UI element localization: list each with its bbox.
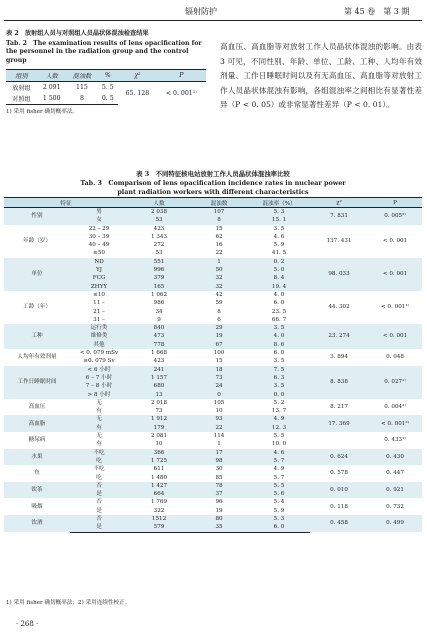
opacity-count-cell: 1 [190, 258, 248, 266]
chi2-cell: 17. 369 [310, 415, 368, 432]
table-row [4, 515, 422, 523]
count-cell: 423 [128, 357, 190, 365]
feature-group-label: 高血压 [4, 399, 70, 416]
chi2-cell: 137. 431 [310, 225, 368, 258]
rate-cell: 5. 6 [248, 490, 310, 498]
feature-subgroup: 21 – [70, 308, 128, 316]
rate-cell: 3. 5 [248, 357, 310, 365]
rate-cell: 0. 0 [248, 391, 310, 399]
opacity-count-cell: 16 [190, 241, 248, 249]
table-row [4, 258, 422, 266]
table3-wrapper [4, 197, 422, 533]
table-row [4, 324, 422, 332]
opacity-count-cell: 22 [190, 424, 248, 432]
feature-subgroup: 有 [70, 424, 128, 432]
rate-cell: 5. 5 [248, 482, 310, 490]
feature-subgroup: 6 – 7 小时 [70, 374, 128, 382]
count-cell: 611 [128, 465, 190, 473]
journal-name: 辐射防护 [185, 7, 217, 16]
feature-subgroup: YJ [70, 266, 128, 274]
opacity-count-cell: 15 [190, 357, 248, 365]
feature-subgroup: ≥0. 079 Sv [70, 357, 128, 365]
feature-subgroup: ZHYY [70, 283, 128, 291]
opacity-count-cell: 105 [190, 399, 248, 407]
opacity-count-cell: 0 [190, 391, 248, 399]
feature-subgroup: 无 [70, 432, 128, 440]
count-cell: 1512 [128, 515, 190, 523]
table3-title-en-2: plant radiation workers with different characteristics [117, 188, 309, 196]
table-row [4, 415, 422, 423]
p-value-cell: 0. 447 [368, 465, 422, 482]
feature-subgroup: < 0. 079 mSv [70, 349, 128, 357]
table-row [4, 225, 422, 233]
rate-cell: 4. 6 [248, 233, 310, 241]
count-cell: 423 [128, 225, 190, 233]
table3-col-count: 人数 [128, 198, 190, 208]
opacity-count-cell: 19 [190, 507, 248, 515]
p-value-cell: 0. 921 [368, 482, 422, 499]
opacity-count-cell: 50 [190, 266, 248, 274]
count-cell: 1 157 [128, 374, 190, 382]
chi2-cell: 0. 118 [310, 498, 368, 515]
table3-col-p: P [368, 198, 422, 208]
opacity-count-cell: 32 [190, 283, 248, 291]
opacity-count-cell: 59 [190, 299, 248, 307]
count-cell: 379 [128, 274, 190, 282]
table-row [4, 291, 422, 299]
table-row [6, 82, 206, 94]
rate-cell: 5. 9 [248, 241, 310, 249]
table-row [4, 482, 422, 490]
rate-cell: 8. 6 [248, 341, 310, 349]
table-row [4, 208, 422, 217]
opacity-count-cell: 42 [190, 291, 248, 299]
opacity-count-cell: 19 [190, 332, 248, 340]
rate-cell: 0. 2 [248, 258, 310, 266]
feature-subgroup: ND [70, 258, 128, 266]
feature-subgroup: > 8 小时 [70, 391, 128, 399]
count-cell: 366 [128, 449, 190, 457]
count-cell: 680 [128, 382, 190, 390]
opacity-count-cell: 32 [190, 274, 248, 282]
p-value-cell: 0. 499 [368, 515, 422, 532]
p-value-cell: < 0. 001 [368, 225, 422, 258]
issue-label: 第 45 卷 第 3 期 [344, 7, 410, 16]
opacity-count-cell: 107 [190, 208, 248, 217]
opacity-count-cell: 73 [190, 374, 248, 382]
count-cell: 986 [128, 299, 190, 307]
feature-group-label: 高血脂 [4, 415, 70, 432]
p-value-cell: < 0. 001 [368, 324, 422, 349]
opacity-count-cell: 37 [190, 490, 248, 498]
opacity-count-cell: 29 [190, 324, 248, 332]
rate-cell: 15. 1 [248, 216, 310, 224]
table2-cell: 8 [67, 93, 98, 105]
table-row [4, 366, 422, 374]
count-cell: 13 [128, 391, 190, 399]
count-cell: 1 668 [128, 349, 190, 357]
p-value-cell: 0. 433¹⁾ [368, 432, 422, 449]
count-cell: 473 [128, 332, 190, 340]
feature-group-label: 工龄（年） [4, 291, 70, 324]
rate-cell: 6. 3 [248, 374, 310, 382]
feature-group-label: 吸烟 [4, 498, 70, 515]
rate-cell: 4. 6 [248, 449, 310, 457]
opacity-count-cell: 98 [190, 457, 248, 465]
feature-subgroup: 7 – 8 小时 [70, 382, 128, 390]
rate-cell: 4. 9 [248, 465, 310, 473]
chi2-cell: 23. 274 [310, 324, 368, 349]
feature-subgroup: 31 – [70, 316, 128, 324]
feature-subgroup: 运行类 [70, 324, 128, 332]
rate-cell: 4. 0 [248, 332, 310, 340]
feature-subgroup: 无 [70, 399, 128, 407]
opacity-count-cell: 93 [190, 415, 248, 423]
count-cell: 53 [128, 216, 190, 224]
table2-cell: 2 091 [42, 84, 61, 92]
rate-cell: 3. 5 [248, 382, 310, 390]
table-row [4, 399, 422, 407]
feature-subgroup: 22 – 29 [70, 225, 128, 233]
feature-group-label: 性别 [4, 208, 70, 225]
count-cell: 996 [128, 266, 190, 274]
feature-subgroup: ≤10 [70, 291, 128, 299]
opacity-count-cell: 35 [190, 523, 248, 532]
feature-group-label: 年龄（岁） [4, 225, 70, 258]
table2-note: 1) 采用 fisher 确切概率法。 [6, 109, 79, 116]
rate-cell: 5. 7 [248, 474, 310, 482]
opacity-count-cell: 18 [190, 366, 248, 374]
count-cell: 840 [128, 324, 190, 332]
table2-col-group: 组别 [6, 70, 37, 82]
table2-col-p: P [157, 70, 206, 82]
count-cell: 551 [128, 258, 190, 266]
feature-subgroup: 30 – 39 [70, 233, 128, 241]
feature-group-label: 工作日睡眠时间 [4, 366, 70, 399]
rate-cell: 6. 0 [248, 523, 310, 532]
count-cell: 165 [128, 283, 190, 291]
chi2-cell: 0. 458 [310, 515, 368, 532]
opacity-count-cell: 114 [190, 432, 248, 440]
table-row [4, 432, 422, 440]
table3-col-rate: 混浊率（%） [248, 198, 310, 208]
feature-subgroup: 是 [70, 507, 128, 515]
count-cell: 9 [128, 316, 190, 324]
table2-col-count: 人数 [37, 70, 67, 82]
opacity-count-cell: 17 [190, 449, 248, 457]
rate-cell: 10. 0 [248, 440, 310, 448]
feature-subgroup: 11 – [70, 299, 128, 307]
p-value-cell: < 0. 001 [368, 258, 422, 291]
feature-subgroup: 否 [70, 498, 128, 506]
rate-cell: 5. 7 [248, 457, 310, 465]
count-cell: 272 [128, 241, 190, 249]
count-cell: 1 769 [128, 498, 190, 506]
rate-cell: 4. 9 [248, 415, 310, 423]
opacity-count-cell: 30 [190, 465, 248, 473]
feature-subgroup: 男 [70, 208, 128, 217]
count-cell: 579 [128, 523, 190, 532]
table2-col-chi2: χ² [118, 70, 156, 82]
table3-col-opacity: 混浊数 [190, 198, 248, 208]
opacity-count-cell: 10 [190, 407, 248, 415]
feature-group-label: 饮茶 [4, 482, 70, 499]
opacity-count-cell: 96 [190, 498, 248, 506]
opacity-count-cell: 62 [190, 233, 248, 241]
chi2-cell: 3. 894 [310, 349, 368, 366]
feature-subgroup: 否 [70, 482, 128, 490]
opacity-count-cell: 8 [190, 308, 248, 316]
rate-cell: 6. 0 [248, 349, 310, 357]
opacity-count-cell: 1 [190, 440, 248, 448]
rate-cell: 3. 5 [248, 324, 310, 332]
count-cell: 73 [128, 407, 190, 415]
table2-cell: 对照组 [6, 93, 37, 105]
count-cell: 1 343 [128, 233, 190, 241]
p-value-cell: 0. 004²⁾ [368, 399, 422, 416]
table-row [4, 465, 422, 473]
feature-subgroup: 其他 [70, 341, 128, 349]
table3-col-chi2: χ² [310, 198, 368, 208]
opacity-count-cell: 85 [190, 474, 248, 482]
feature-subgroup: 无 [70, 415, 128, 423]
feature-group-label: 工种 [4, 324, 70, 349]
chi2-cell: 8. 217 [310, 399, 368, 416]
rate-cell: 4. 0 [248, 291, 310, 299]
feature-group-label: 糖尿病 [4, 432, 70, 449]
count-cell: 2 018 [128, 399, 190, 407]
table3-caption [4, 170, 422, 197]
feature-subgroup: 是 [70, 490, 128, 498]
chi2-cell: 44. 302 [310, 291, 368, 324]
rate-cell: 8. 4 [248, 274, 310, 282]
feature-subgroup: ≥50 [70, 249, 128, 257]
table2-cell: 115 [76, 84, 88, 92]
table2-cell: 1 500 [37, 93, 67, 105]
body-paragraph: 高血压、高血脂等对放射工作人员晶状体混浊的影响。由表 3 可见，不同性别、年龄、单位、工龄、工种、人均年有效剂量、工作日睡眠时间以及有无高血压、高血脂等对放射工作人员晶状体混浊有影响，各组混浊率之间相比有显著性差异（P < 0. 05）或非常显著性差异（P < 0. 01）。 [220, 42, 422, 109]
feature-group-label: 人均年有效剂量 [4, 349, 70, 366]
count-cell: 53 [128, 249, 190, 257]
table2-cell: 放射组 [12, 85, 31, 93]
table-row [4, 449, 422, 457]
count-cell: 1 480 [128, 474, 190, 482]
count-cell: 34 [128, 308, 190, 316]
chi2-cell [310, 432, 368, 449]
rate-cell: 5. 9 [248, 507, 310, 515]
feature-subgroup: 女 [70, 216, 128, 224]
table3-title-cn: 表 3 不同特征核电站放射工作人员晶状体混浊率比较 [136, 170, 290, 178]
chi2-cell: 7. 831 [310, 208, 368, 225]
p-value-cell: 0. 027¹⁾ [368, 366, 422, 399]
feature-subgroup: FCG [70, 274, 128, 282]
table2-title-cn: 表 2 放射组人员与对照组人员晶状体混浊检查结果 [6, 30, 149, 37]
feature-subgroup: 吃 [70, 457, 128, 465]
count-cell: 10 [128, 440, 190, 448]
rate-cell: 23. 5 [248, 308, 310, 316]
rate-cell: 5. 0 [248, 266, 310, 274]
table2 [6, 69, 206, 105]
opacity-count-cell: 78 [190, 482, 248, 490]
rate-cell: 19. 4 [248, 283, 310, 291]
count-cell: 1 912 [128, 415, 190, 423]
table2-col-pct: % [97, 70, 118, 82]
table2-cell: 5. 5 [101, 84, 114, 92]
rate-cell: 7. 5 [248, 366, 310, 374]
p-value-cell: 0. 732 [368, 498, 422, 515]
rate-cell: 66. 7 [248, 316, 310, 324]
count-cell: 1 427 [128, 482, 190, 490]
table2-title-en: Tab. 2 The examination results of lens opacification for the personnel in the radiation group and the control group [6, 40, 202, 64]
table2-block [6, 28, 206, 115]
chi2-cell: 8. 838 [310, 366, 368, 399]
opacity-count-cell: 67 [190, 341, 248, 349]
table3-title-en-1: Tab. 3 Comparison of lens opacification incidence rates in nuclear power [80, 179, 346, 187]
opacity-count-cell: 22 [190, 249, 248, 257]
opacity-count-cell: 15 [190, 225, 248, 233]
header-rule [4, 20, 422, 21]
table3-col-feature: 特征 [4, 198, 128, 208]
feature-group-label: 鱼 [4, 465, 70, 482]
chi2-cell: 0. 624 [310, 449, 368, 466]
table-row [4, 498, 422, 506]
opacity-count-cell: 80 [190, 515, 248, 523]
rate-cell: 5. 2 [248, 399, 310, 407]
count-cell: 322 [128, 507, 190, 515]
table2-p: < 0. 001¹⁾ [165, 89, 197, 97]
count-cell: 664 [128, 490, 190, 498]
rate-cell: 5. 5 [248, 432, 310, 440]
feature-subgroup: 不吃 [70, 449, 128, 457]
table3-note: 1) 采用 fisher 确切概率法；2) 采用连续性校正。 [6, 600, 131, 606]
count-cell: 241 [128, 366, 190, 374]
feature-subgroup: 维修类 [70, 332, 128, 340]
table3 [4, 197, 422, 533]
feature-subgroup: 不吃 [70, 465, 128, 473]
feature-subgroup: < 6 小时 [70, 366, 128, 374]
p-value-cell: 0. 430 [368, 449, 422, 466]
chi2-cell: 0. 010 [310, 482, 368, 499]
rate-cell: 41. 5 [248, 249, 310, 257]
opacity-count-cell: 6 [190, 316, 248, 324]
p-value-cell: 0. 048 [368, 349, 422, 366]
p-value-cell: 0. 005²⁾ [368, 208, 422, 225]
feature-group-label: 单位 [4, 258, 70, 291]
count-cell: 2 081 [128, 432, 190, 440]
count-cell: 179 [128, 424, 190, 432]
feature-subgroup: 否 [70, 515, 128, 523]
feature-subgroup: 有 [70, 440, 128, 448]
count-cell: 1 062 [128, 291, 190, 299]
table2-chi2: 65. 128 [125, 89, 150, 97]
chi2-cell: 98. 033 [310, 258, 368, 291]
rate-cell: 3. 5 [248, 225, 310, 233]
feature-group-label: 水果 [4, 449, 70, 466]
table2-cell: 0. 5 [97, 93, 118, 105]
rate-cell: 13. 7 [248, 407, 310, 415]
feature-subgroup: 吃 [70, 474, 128, 482]
rate-cell: 6. 0 [248, 299, 310, 307]
feature-group-label: 饮酒 [4, 515, 70, 532]
count-cell: 2 038 [128, 208, 190, 217]
count-cell: 778 [128, 341, 190, 349]
table2-col-opacity: 混浊数 [67, 70, 98, 82]
table-row [4, 349, 422, 357]
rate-cell: 12. 3 [248, 424, 310, 432]
chi2-cell: 0. 578 [310, 465, 368, 482]
feature-subgroup: 40 – 49 [70, 241, 128, 249]
p-value-cell: < 0. 001¹⁾ [368, 291, 422, 324]
rate-cell: 5. 3 [248, 515, 310, 523]
rate-cell: 5. 3 [248, 208, 310, 217]
page-number: · 268 · [16, 620, 39, 628]
p-value-cell: < 0. 001²⁾ [368, 415, 422, 432]
rate-cell: 5. 4 [248, 498, 310, 506]
opacity-count-cell: 24 [190, 382, 248, 390]
count-cell: 1 725 [128, 457, 190, 465]
feature-subgroup: 是 [70, 523, 128, 532]
opacity-count-cell: 100 [190, 349, 248, 357]
feature-subgroup: 有 [70, 407, 128, 415]
opacity-count-cell: 8 [190, 216, 248, 224]
